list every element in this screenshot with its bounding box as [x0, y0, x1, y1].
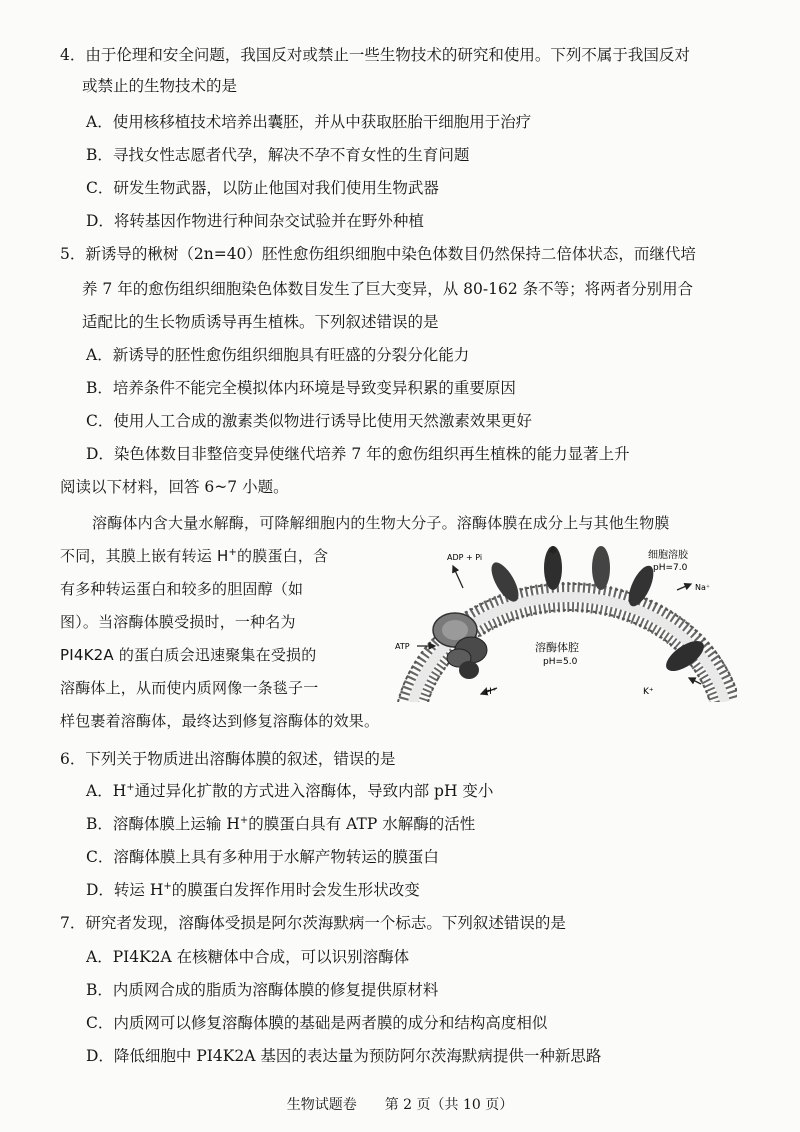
q5-option-b: B．培养条件不能完全模拟体内环境是导致变异积累的重要原因: [86, 379, 516, 397]
q4-option-b: B．寻找女性志愿者代孕，解决不孕不育女性的生育问题: [86, 146, 470, 164]
reading-intro: 阅读以下材料，回答 6~7 小题。: [60, 478, 289, 496]
passage-line2: 不同，其膜上嵌有转运 H+的膜蛋白，含: [60, 547, 329, 565]
q6-option-c: C．溶酶体膜上具有多种用于水解产物转运的膜蛋白: [86, 848, 439, 866]
q7-option-a: A．PI4K2A 在核糖体中合成，可以识别溶酶体: [86, 948, 410, 966]
h-plus-label: H⁺: [485, 687, 497, 697]
q6-option-a: A．H+通过异化扩散的方式进入溶酶体，导致内部 pH 变小: [86, 781, 494, 800]
q4-option-a: A．使用核移植技术培养出囊胚，并从中获取胚胎干细胞用于治疗: [86, 113, 532, 131]
page-footer: [0, 1094, 800, 1114]
footer-subject: 生物试题卷: [286, 1097, 357, 1113]
q7-option-b: B．内质网合成的脂质为溶酶体膜的修复提供原材料: [86, 981, 439, 999]
q5-stem-line1: 5．新诱导的楸树（2n=40）胚性愈伤组织细胞中染色体数目仍然保持二倍体状态，而继代培: [60, 245, 696, 263]
q6-stem: 6．下列关于物质进出溶酶体膜的叙述，错误的是: [60, 750, 396, 768]
lumen-label: 溶酶体腔: [535, 641, 579, 654]
q4-option-c: C．研发生物武器，以防止他国对我们使用生物武器: [86, 179, 439, 197]
passage-line6: 溶酶体上，从而使内质网像一条毯子一: [60, 679, 319, 697]
q5-stem-line3: 适配比的生长物质诱导再生植株。下列叙述错误的是: [82, 313, 439, 331]
lumen-ph: pH=5.0: [543, 657, 578, 667]
lysosome-membrane-figure: [395, 546, 737, 702]
q7-stem: 7．研究者发现，溶酶体受损是阿尔茨海默病一个标志。下列叙述错误的是: [60, 914, 566, 932]
q6-option-d: D．转运 H+的膜蛋白发挥作用时会发生形状改变: [86, 880, 420, 899]
q6-option-b: B．溶酶体膜上运输 H+的膜蛋白具有 ATP 水解酶的活性: [86, 814, 476, 833]
na-plus-label: Na⁺: [695, 583, 711, 592]
passage-line4: 图）。当溶酶体膜受损时，一种名为: [60, 613, 296, 631]
q5-option-c: C．使用人工合成的激素类似物进行诱导比使用天然激素效果更好: [86, 412, 532, 430]
q7-option-d: D．降低细胞中 PI4K2A 基因的表达量为预防阿尔茨海默病提供一种新思路: [86, 1047, 602, 1065]
cytosol-label: 细胞溶胶: [648, 550, 688, 561]
q5-option-d: D．染色体数目非整倍变异使继代培养 7 年的愈伤组织再生植株的能力显著上升: [86, 445, 630, 463]
q5-option-a: A．新诱导的胚性愈伤组织细胞具有旺盛的分裂分化能力: [86, 346, 470, 364]
atp-label: ATP: [395, 642, 410, 651]
q4-option-d: D．将转基因作物进行种间杂交试验并在野外种植: [86, 212, 424, 230]
passage-line3: 有多种转运蛋白和较多的胆固醇（如: [60, 580, 304, 598]
q4-stem-line1: 4．由于伦理和安全问题，我国反对或禁止一些生物技术的研究和使用。下列不属于我国反对: [60, 46, 690, 64]
footer-page-number: 第 2 页（共 10 页）: [384, 1097, 514, 1113]
passage-line5: PI4K2A 的蛋白质会迅速聚集在受损的: [60, 646, 317, 664]
adp-pi-label: ADP + Pi: [447, 553, 483, 562]
cytosol-ph: pH=7.0: [653, 563, 688, 573]
q4-stem-line2: 或禁止的生物技术的是: [82, 77, 238, 95]
passage-line7: 样包裹着溶酶体，最终达到修复溶酶体的效果。: [60, 712, 380, 730]
passage-line1: 溶酶体内含大量水解酶，可降解细胞内的生物大分子。溶酶体膜在成分上与其他生物膜: [92, 514, 670, 532]
q7-option-c: C．内质网可以修复溶酶体膜的基础是两者膜的成分和结构高度相似: [86, 1014, 548, 1032]
q5-stem-line2: 养 7 年的愈伤组织细胞染色体数目发生了巨大变异，从 80-162 条不等；将两者分别用合: [82, 280, 694, 298]
k-plus-label: K⁺: [643, 687, 654, 697]
